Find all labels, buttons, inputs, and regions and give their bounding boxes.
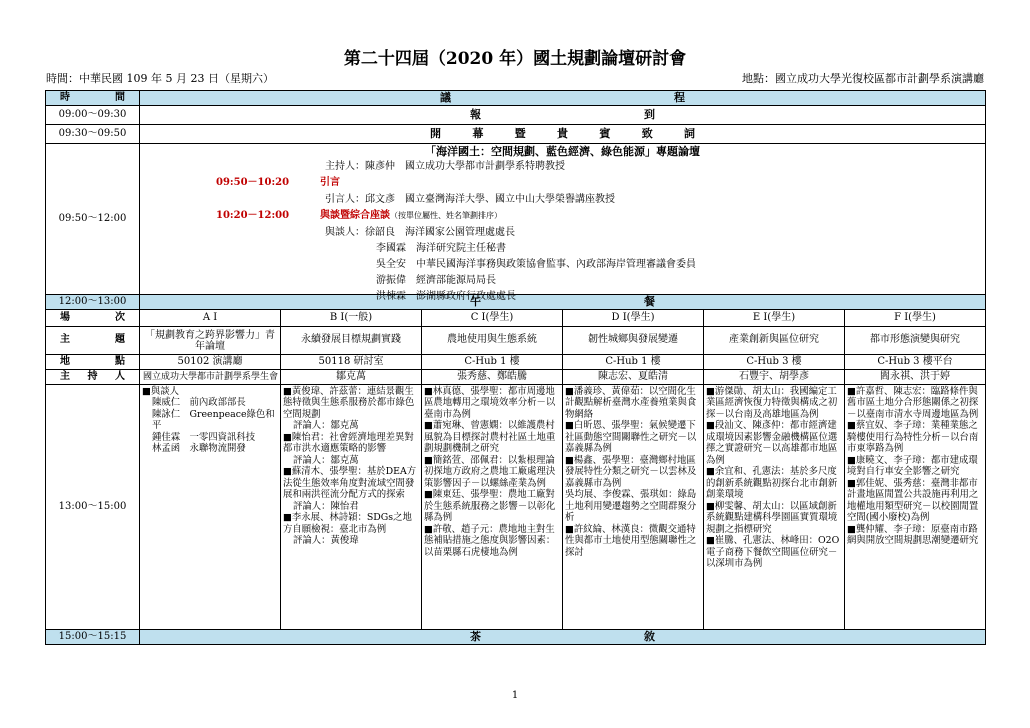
session-topic: 永續發展目標規劃實踐 bbox=[281, 327, 422, 355]
paper-reviewer: 評論人：陳怡君 bbox=[293, 500, 359, 512]
session-papers-e bbox=[704, 385, 845, 630]
forum-time-2: 10:20－12:00 bbox=[216, 210, 290, 221]
row-time: 12:00～13:00 bbox=[46, 295, 140, 310]
row-time: 09:00～09:30 bbox=[46, 106, 140, 125]
session-place: C-Hub 1 樓 bbox=[422, 355, 563, 370]
session-topic: 「規劃教育之跨界影響力」青年論壇 bbox=[140, 327, 281, 355]
paper-item: ■郭佳妮、張秀慈：臺灣非都市計畫地區閒置公共設施再利用之地權地用類型研究－以校園閒置空間(國小廢校)為例 bbox=[847, 477, 979, 524]
event-venue: 地點：國立成功大學光復校區都市計劃學系演講廳 bbox=[742, 72, 984, 85]
session-topic-row bbox=[46, 327, 986, 355]
session-place: C-Hub 3 樓平台 bbox=[845, 355, 986, 370]
label-host: 主 持 人 bbox=[46, 370, 140, 385]
label-topic: 主 題 bbox=[46, 327, 140, 355]
paper-item: 陳詠仁 Greenpeace綠色和平 bbox=[152, 408, 275, 432]
header-row bbox=[46, 91, 986, 106]
session-topic: 都市形態演變與研究 bbox=[845, 327, 986, 355]
paper-item: ■崔騰、孔憲法、林峰田：O2O電子商務下餐飲空間區位研究－以深圳市為例 bbox=[706, 535, 840, 570]
session-place: C-Hub 3 樓 bbox=[704, 355, 845, 370]
afternoon-row bbox=[46, 385, 986, 630]
session-code: E I(學生) bbox=[704, 310, 845, 327]
paper-item: ■陳東廷、張學聖：農地工廠對於生態系統服務之影響－以彰化縣為例 bbox=[424, 489, 556, 524]
forum-label-panel bbox=[320, 210, 502, 222]
row-event: 開幕暨貴賓致詞 bbox=[140, 125, 986, 144]
paper-item: ■柳雯馨、胡太山：以區域創新系統觀點建構科學園區實質環境規劃之指標研究 bbox=[706, 500, 838, 535]
paper-item: ■康曉文、李子璋：都市建成環境對自行車安全影響之研究 bbox=[847, 454, 978, 478]
session-topic: 農地使用與生態系統 bbox=[422, 327, 563, 355]
row-time: 09:50～12:00 bbox=[46, 144, 140, 295]
page-title: 第二十四屆（2020 年）國土規劃論壇研討會 bbox=[343, 49, 687, 69]
schedule-row bbox=[46, 125, 986, 144]
paper-item: ■許嘉哲、陳志宏：臨路條件與舊市區土地分合形態關係之初探－以臺南市清水寺周邊地區為例 bbox=[847, 386, 979, 420]
label-session: 場 次 bbox=[46, 310, 140, 327]
paper-item: ■蘇清木、張學聖：基於DEA方法從生態效率角度對流域空間發展和兩洪徑流分配方式的探索 bbox=[283, 466, 417, 501]
session-place-row bbox=[46, 355, 986, 370]
paper-item: ■黃俊瑋、許茲蕾：連結景觀生態特徵與生態系服務於都市綠色空間規劃 bbox=[283, 386, 415, 420]
paper-reviewer: 評論人：鄒克萬 bbox=[293, 454, 359, 466]
paper-item: ■蕭宛琳、曾憲嫻：以維護農村風貌為目標探討農村社區土地重劃規劃機制之研究 bbox=[424, 420, 556, 455]
schedule-row bbox=[46, 106, 986, 125]
paper-item: ■許紋綸、林漢良：微觀交通特性與都市土地使用型態關聯性之探討 bbox=[565, 523, 697, 558]
forum-time-1: 09:50－10:20 bbox=[216, 177, 290, 188]
row-time: 13:00～15:00 bbox=[46, 385, 140, 630]
paper-item: ■簡銘萱、邵佩君：以紮根理論初探地方政府之農地工廠處理決策影響因子－以螺絲產業為例 bbox=[424, 454, 556, 489]
session-host: 國立成功大學都市計劃學系學生會 bbox=[140, 370, 281, 385]
session-papers-a bbox=[140, 385, 281, 630]
page-number: 1 bbox=[511, 690, 519, 701]
paper-item: ■游傑勛、胡太山：我國編定工業區經濟恢復力特徵與構成之初探－以台南及高雄地區為例 bbox=[706, 386, 838, 420]
row-time: 09:30～09:50 bbox=[46, 125, 140, 144]
forum-host: 主持人：陳彥仲 國立成功大學都市計劃學系特聘教授 bbox=[325, 161, 565, 172]
forum-speaker: 引言人：邱文彥 國立臺灣海洋大學、國立中山大學榮譽講座教授 bbox=[325, 194, 615, 205]
forum-panelist: 吳全安 中華民國海洋事務與政策協會監事、內政部海岸管理審議會委員 bbox=[376, 259, 696, 270]
session-host: 石豐宇、胡學彥 bbox=[704, 370, 845, 385]
session-host: 鄒克萬 bbox=[281, 370, 422, 385]
forum-panel-note: （按單位屬性、姓名筆劃排序） bbox=[390, 211, 502, 220]
session-papers-f bbox=[845, 385, 986, 630]
paper-item: 陳威仁 前內政部部長 bbox=[152, 397, 246, 409]
paper-item: ■蔡宜奴、李子璋：業種業態之騎樓使用行為特性分析－以台南市東寧路為例 bbox=[847, 420, 979, 455]
paper-item: ■余宜和、孔憲法：基於多尺度的創新系統觀點初探台北市創新創業環境 bbox=[706, 466, 838, 501]
session-code: C I(學生) bbox=[422, 310, 563, 327]
header-time: 時 間 bbox=[46, 91, 140, 106]
session-place: 50118 研討室 bbox=[281, 355, 422, 370]
row-event: 午 餐 bbox=[140, 295, 986, 310]
forum-panel-title: 與談暨綜合座談 bbox=[320, 210, 390, 221]
session-host: 陳志宏、夏皓清 bbox=[563, 370, 704, 385]
paper-item: 林孟函 永聯物流開發 bbox=[152, 443, 246, 455]
forum-panelist: 游振偉 經濟部能源局局長 bbox=[376, 275, 496, 286]
forum-label-intro: 引言 bbox=[320, 177, 340, 188]
session-topic: 產業創新與區位研究 bbox=[704, 327, 845, 355]
paper-item: 吳均展、李俊霖、張琪如：綠島土地利用變遷趨勢之空間群聚分析 bbox=[565, 489, 697, 524]
session-code: F I(學生) bbox=[845, 310, 986, 327]
paper-item: ■龔仲耀、李子璋：原臺南市路網與開放空間規劃思潮變遷研究 bbox=[847, 523, 979, 547]
event-time: 時間：中華民國 109 年 5 月 23 日（星期六） bbox=[46, 72, 274, 85]
paper-item: ■李永展、林詩穎：SDGs之地方自願檢視：臺北市為例 bbox=[283, 512, 412, 535]
session-host-row bbox=[46, 370, 986, 385]
forum-row bbox=[46, 144, 986, 295]
paper-item: ■林真德、張學聖：都市周邊地區農地轉用之環境效率分析－以臺南市為例 bbox=[424, 386, 556, 420]
paper-item: ■白昕恩、張學聖：氣候變遷下社區動態空間關聯性之研究－以嘉義縣為例 bbox=[565, 420, 697, 455]
row-time: 15:00～15:15 bbox=[46, 630, 140, 645]
row-event: 報 到 bbox=[140, 106, 986, 125]
forum-panelist: 洪棟霖 澎湖縣政府行政處處長 bbox=[376, 291, 516, 302]
session-papers-b bbox=[281, 385, 422, 630]
paper-item: ■潘義珍、黃偉茹：以空間化生計觀點解析臺灣水產養殖業與食物網絡 bbox=[565, 386, 697, 420]
session-host: 閻永祺、洪于婷 bbox=[845, 370, 986, 385]
session-code-row bbox=[46, 310, 986, 327]
paper-item: ■段汕文、陳彥仲：都市經濟建成環境因素影響金融機構區位選擇之實證研究－以高雄都市地區為例 bbox=[706, 420, 838, 466]
paper-item: ■陳怡君：社會經濟地理差異對都市洪水適應策略的影響 bbox=[283, 431, 414, 455]
session-papers-d bbox=[563, 385, 704, 630]
session-papers-c bbox=[422, 385, 563, 630]
paper-reviewer: 評論人：黃俊瑋 bbox=[293, 535, 359, 547]
session-code: B I(一般) bbox=[281, 310, 422, 327]
paper-item: 鍾佳霖 一零四資訊科技 bbox=[152, 431, 256, 443]
paper-item: ■許敬、趙子元：農地地主對生態補貼措施之態度與影響因素：以苗栗縣石虎棲地為例 bbox=[424, 523, 556, 558]
forum-title: 「海洋國土：空間規劃、藍色經濟、綠色能源」專題論壇 bbox=[425, 145, 701, 158]
session-code: D I(學生) bbox=[563, 310, 704, 327]
paper-item: ■楊鑫、張學聖：臺灣鄉村地區發展特性分類之研究－以雲林及嘉義縣市為例 bbox=[565, 454, 697, 489]
session-host: 張秀慈、鄭皓騰 bbox=[422, 370, 563, 385]
paper-reviewer: 評論人：鄒克萬 bbox=[293, 420, 359, 432]
session-code: A I bbox=[140, 310, 281, 327]
tea-row bbox=[46, 630, 986, 645]
forum-panelist: 與談人：徐韶良 海洋國家公園管理處處長 bbox=[325, 227, 515, 238]
session-place: C-Hub 1 樓 bbox=[563, 355, 704, 370]
schedule-table bbox=[45, 90, 986, 645]
session-place: 50102 演講廳 bbox=[140, 355, 281, 370]
paper-item: ■與談人 bbox=[142, 386, 179, 397]
session-topic: 韌性城鄉與發展變遷 bbox=[563, 327, 704, 355]
row-event: 茶 敘 bbox=[140, 630, 986, 645]
label-place: 地 點 bbox=[46, 355, 140, 370]
header-agenda: 議 程 bbox=[140, 91, 986, 106]
forum-panelist: 李國霖 海洋研究院主任秘書 bbox=[376, 243, 506, 254]
